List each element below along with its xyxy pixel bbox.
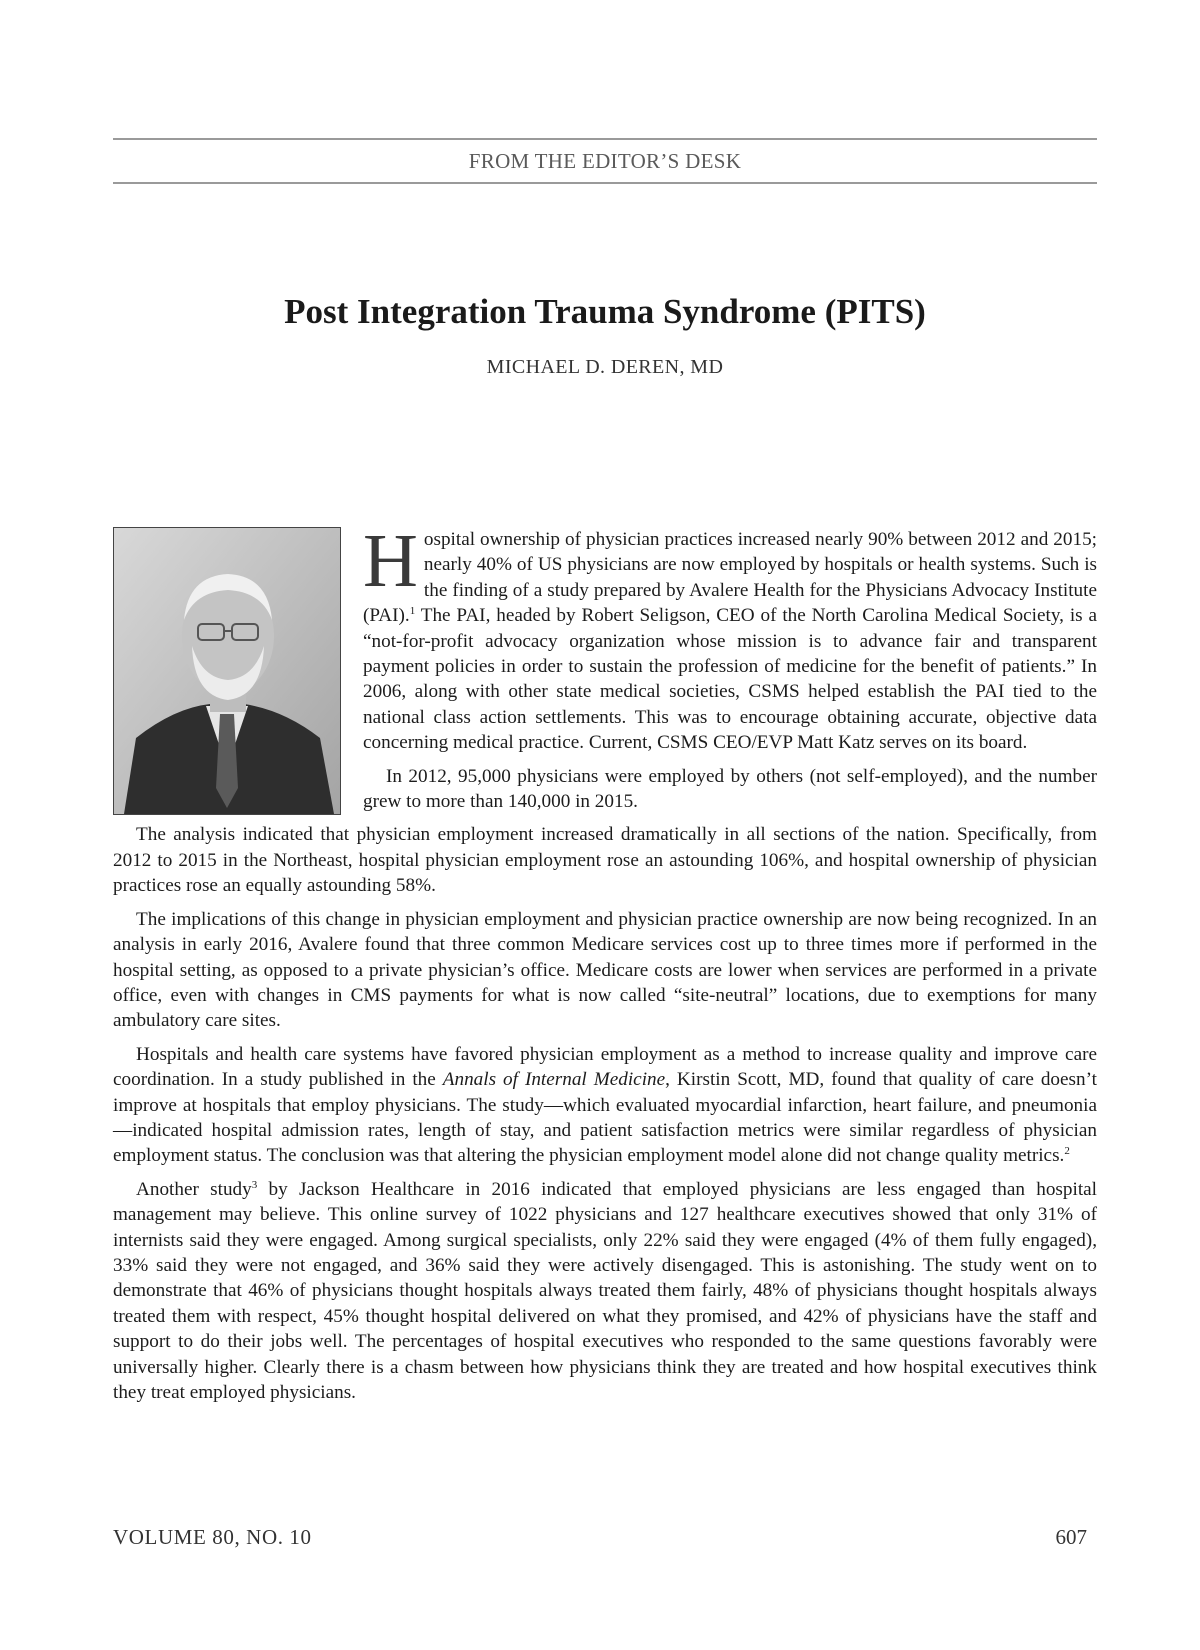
journal-name: Annals of Internal Medicine [442, 1069, 666, 1091]
reference-marker: 3 [251, 1178, 258, 1191]
paragraph-4: The implications of this change in physician employment and physician practice ownership are now being recognized. In an analysis in early 2016, Avalere found that three common Medicare services cost up to three times more if performed in the hospital setting, as opposed to a private physician’s office. Medicare costs are lower when services are performed in a private office, even with changes in CMS payments for what is now called “site-neutral” locations, due to exemptions for many ambulatory care sites. [113, 908, 1097, 1032]
paragraph-3: The analysis indicated that physician employment increased dramatically in all sections of the nation. Specifically, from 2012 to 2015 in the Northeast, hospital physician employment rose an astounding 106%, and hospital ownership of physician practices rose an equally astounding 58%. [113, 824, 1097, 897]
drop-cap: H [363, 519, 418, 603]
article-body [113, 519, 1097, 1413]
paragraph-6: Another study$^3$ by Jackson Healthcare in 2016 indicated that employed physicians are less engaged than hospital management may believe. This online survey of 1022 physicians and 127 healthcare executives showed that only 31% of internists said they were engaged. Among surgical specialists, only 22% said they were engaged (4% of them fully engaged), 33% said they were not engaged, and 36% said they were actively disengaged. This is astonishing. The study went on to demonstrate that 46% of physicians thought hospitals always treated them fairly, 48% of physicians thought hospitals always treated them with respect, 45% thought hospital delivered on what they promised, and 42% of physicians have the staff and support to do their jobs well. The percentages of hospital executives who responded to the same questions favorably were universally higher. Clearly there is a chasm between how physicians think they are treated and how hospital executives think they treat employed physicians. [113, 1178, 1097, 1403]
section-header: FROM THE EDITOR’S DESK [113, 138, 1097, 184]
paragraph-1: Hospital ownership of physician practices increased nearly 90% between 2012 and 2015; nearly 40% of US physicians are now employed by hospitals or health systems. Such is the finding of a study prepared by Avalere Health for the Physicians Advocacy Institute (PAI).$^1$ The PAI, headed by Robert Seligson, CEO of the North Carolina Medical Society, is a “not-for-profit advocacy organization whose mission is to advance fair and transparent payment policies in order to sustain the profession of medicine for the benefit of patients.” In 2006, along with other state medical societies, CSMS helped establish the PAI tied to the national class action settlements. This was to encourage obtaining accurate, objective data concerning medical practice. Current, CSMS CEO/EVP Matt Katz serves on its board. [363, 519, 1097, 754]
paragraph-5: Hospitals and health care systems have favored physician employment as a method to increase quality and improve care coordination. In a study published in the Annals of Internal Medicine, Kirstin Scott, MD, found that quality of care doesn’t improve at hospitals that employ physicians. The study—which evaluated myocardial infarction, heart failure, and pneumonia—indicated hospital admission rates, length of stay, and patient satisfaction metrics were similar regardless of physician employment status. The conclusion was that altering the physician employment model alone did not change quality metrics.$^2$ [113, 1043, 1097, 1167]
volume-label: VOLUME 80, NO. 10 [113, 1525, 312, 1549]
article-title: Post Integration Trauma Syndrome (PITS) [284, 292, 926, 331]
paragraph-2: In 2012, 95,000 physicians were employed by others (not self-employed), and the number grew to more than 140,000 in 2015. [363, 765, 1097, 813]
author-portrait-icon [113, 527, 341, 815]
author-byline: MICHAEL D. DEREN, MD [486, 356, 724, 378]
reference-marker: 1 [409, 605, 416, 618]
reference-marker: 2 [1064, 1145, 1070, 1158]
page-number: 607 [1055, 1525, 1087, 1549]
